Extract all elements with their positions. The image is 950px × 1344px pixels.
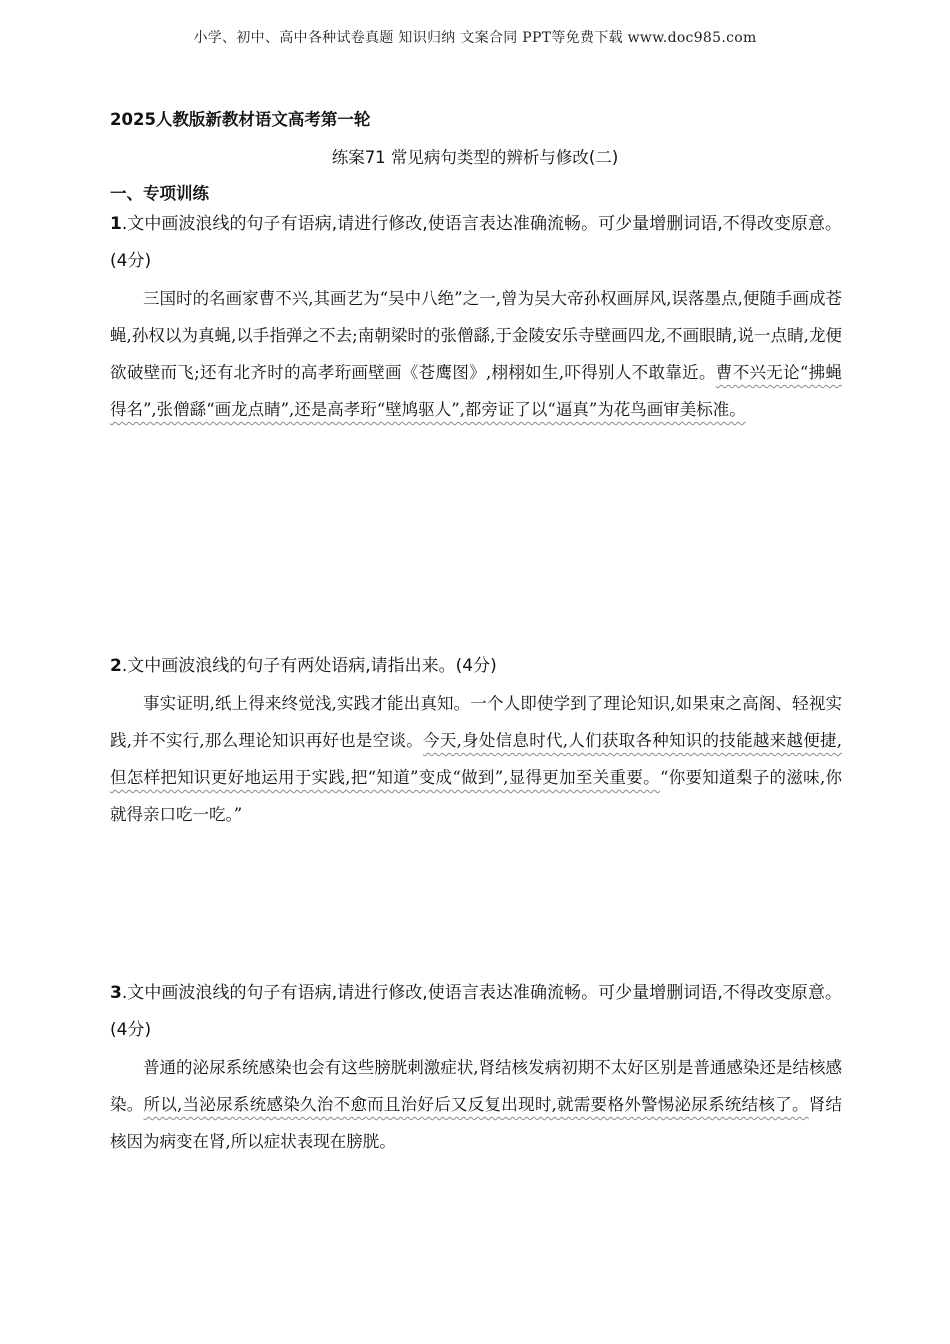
wavy-underlined-sentence: 今天,身处信息时代,人们获取各种知识的技能越来越便捷,但怎样把知识更好地运用于实践,把“知道”变成“做到”,显得更加至关重要。	[110, 731, 842, 787]
question-prompt-text: .文中画波浪线的句子有语病,请进行修改,使语言表达准确流畅。可少量增删词语,不得改变原意。(4分)	[110, 983, 842, 1040]
document-title: 2025人教版新教材语文高考第一轮	[110, 110, 371, 129]
question-passage	[110, 280, 842, 428]
question-passage	[110, 685, 842, 833]
question-2	[110, 648, 842, 833]
passage-text: 事实证明,纸上得来终觉浅,实践才能出真知。一个人即使学到了理论知识,如果束之高阁、轻视实践,并不实行,那么理论知识再好也是空谈。	[110, 694, 842, 750]
question-prompt	[110, 648, 842, 685]
question-number: 2	[110, 656, 122, 676]
section-heading: 一、专项训练	[110, 184, 209, 203]
question-prompt-text: .文中画波浪线的句子有语病,请进行修改,使语言表达准确流畅。可少量增删词语,不得改变原意。(4分)	[110, 214, 842, 271]
passage-text: 普通的泌尿系统感染也会有这些膀胱刺激症状,肾结核发病初期不太好区别是普通感染还是结核感染。	[110, 1058, 842, 1114]
question-prompt	[110, 975, 842, 1049]
header-banner: 小学、初中、高中各种试卷真题 知识归纳 文案合同 PPT等免费下载 www.doc985.com	[193, 30, 757, 46]
question-1	[110, 206, 842, 428]
question-prompt-text: .文中画波浪线的句子有两处语病,请指出来。(4分)	[121, 656, 497, 676]
question-prompt	[110, 206, 842, 280]
wavy-underlined-sentence: 所以,当泌尿系统感染久治不愈而且治好后又反复出现时,就需要格外警惕泌尿系统结核了。	[143, 1095, 809, 1114]
passage-text: 三国时的名画家曹不兴,其画艺为“吴中八绝”之一,曾为吴大帝孙权画屏风,误落墨点,便随手画成苍蝇,孙权以为真蝇,以手指弹之不去;南朝梁时的张僧繇,于金陵安乐寺壁画四龙,不画眼睛,说一点睛,龙便欲破壁而飞;还有北齐时的高孝珩画壁画《苍鹰图》,栩栩如生,吓得别人不敢靠近。	[110, 289, 842, 382]
question-3	[110, 975, 842, 1160]
question-passage	[110, 1049, 842, 1160]
exercise-title: 练案71 常见病句类型的辨析与修改(二)	[331, 148, 619, 167]
passage-text-after: 肾结核因为病变在肾,所以症状表现在膀胱。	[110, 1095, 842, 1151]
passage-text-after: “你要知道梨子的滋味,你就得亲口吃一吃。”	[110, 768, 842, 824]
question-number: 1	[110, 214, 122, 234]
question-number: 3	[110, 983, 122, 1003]
wavy-underlined-sentence: 曹不兴无论“拂蝇得名”,张僧繇“画龙点睛”,还是高孝珩“壁鸠驱人”,都旁证了以“逼真”为花鸟画审美标准。	[110, 363, 842, 419]
